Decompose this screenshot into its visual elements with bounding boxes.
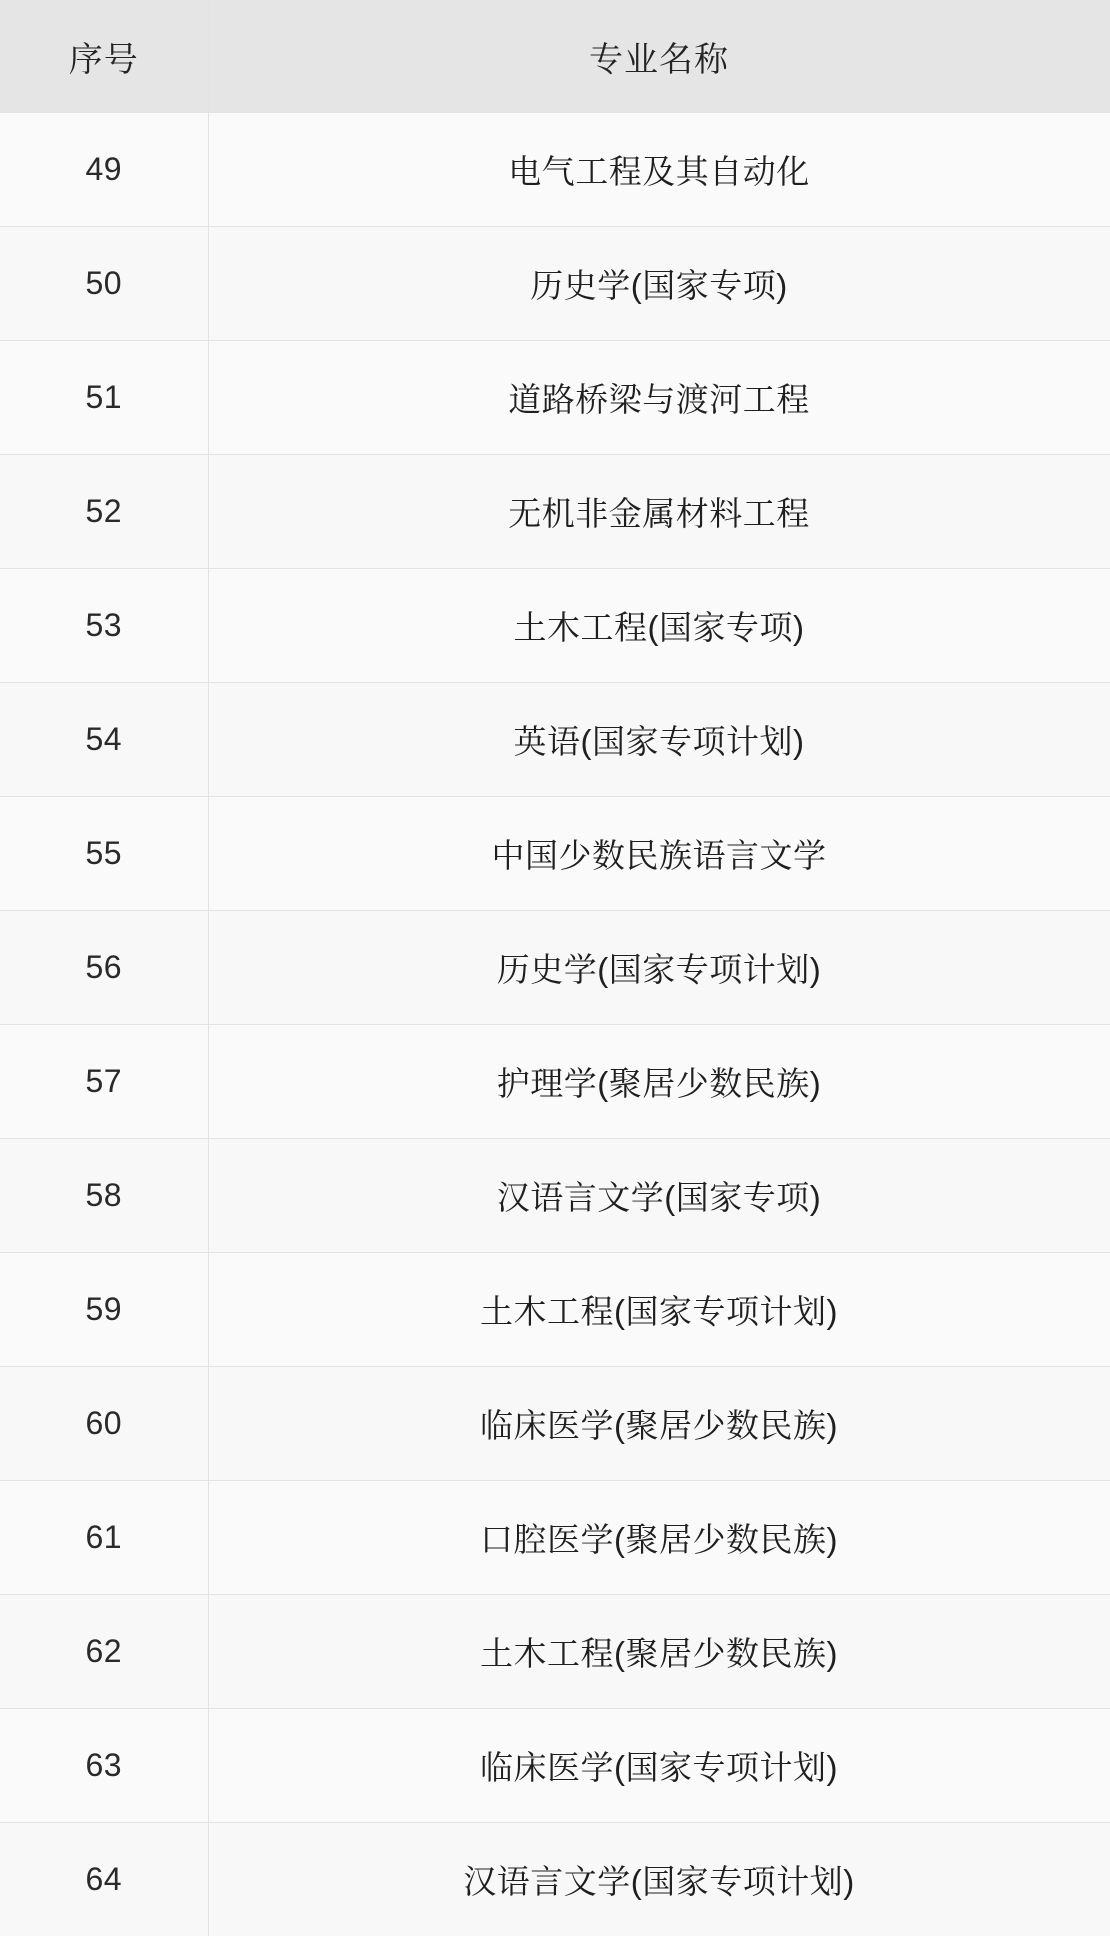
table-row bbox=[0, 341, 1110, 455]
table-row bbox=[0, 1139, 1110, 1253]
table-row bbox=[0, 1595, 1110, 1709]
cell-major-name: 土木工程(国家专项) bbox=[208, 569, 1110, 683]
table-row bbox=[0, 1823, 1110, 1936]
cell-index: 56 bbox=[0, 911, 208, 1025]
cell-major-name: 道路桥梁与渡河工程 bbox=[208, 341, 1110, 455]
cell-index: 59 bbox=[0, 1253, 208, 1367]
cell-index: 62 bbox=[0, 1595, 208, 1709]
cell-major-name: 土木工程(国家专项计划) bbox=[208, 1253, 1110, 1367]
table-row bbox=[0, 227, 1110, 341]
table-row bbox=[0, 1709, 1110, 1823]
cell-index: 49 bbox=[0, 113, 208, 227]
table-row bbox=[0, 1481, 1110, 1595]
table-row bbox=[0, 1025, 1110, 1139]
table-row bbox=[0, 113, 1110, 227]
table-body bbox=[0, 113, 1110, 1936]
cell-index: 52 bbox=[0, 455, 208, 569]
table-row bbox=[0, 455, 1110, 569]
table-row bbox=[0, 1367, 1110, 1481]
cell-index: 51 bbox=[0, 341, 208, 455]
cell-major-name: 汉语言文学(国家专项计划) bbox=[208, 1823, 1110, 1936]
cell-index: 63 bbox=[0, 1709, 208, 1823]
cell-index: 50 bbox=[0, 227, 208, 341]
table-row bbox=[0, 911, 1110, 1025]
cell-index: 64 bbox=[0, 1823, 208, 1936]
cell-major-name: 历史学(国家专项计划) bbox=[208, 911, 1110, 1025]
cell-major-name: 中国少数民族语言文学 bbox=[208, 797, 1110, 911]
cell-major-name: 临床医学(聚居少数民族) bbox=[208, 1367, 1110, 1481]
cell-major-name: 口腔医学(聚居少数民族) bbox=[208, 1481, 1110, 1595]
cell-index: 53 bbox=[0, 569, 208, 683]
cell-index: 57 bbox=[0, 1025, 208, 1139]
cell-major-name: 电气工程及其自动化 bbox=[208, 113, 1110, 227]
table-row bbox=[0, 569, 1110, 683]
table-row bbox=[0, 1253, 1110, 1367]
cell-major-name: 英语(国家专项计划) bbox=[208, 683, 1110, 797]
table-row bbox=[0, 683, 1110, 797]
table-row bbox=[0, 797, 1110, 911]
column-header-index: 序号 bbox=[0, 0, 208, 113]
table-header bbox=[0, 0, 1110, 113]
column-header-name: 专业名称 bbox=[208, 0, 1110, 113]
cell-index: 55 bbox=[0, 797, 208, 911]
cell-major-name: 临床医学(国家专项计划) bbox=[208, 1709, 1110, 1823]
cell-major-name: 土木工程(聚居少数民族) bbox=[208, 1595, 1110, 1709]
cell-major-name: 无机非金属材料工程 bbox=[208, 455, 1110, 569]
cell-major-name: 汉语言文学(国家专项) bbox=[208, 1139, 1110, 1253]
cell-index: 58 bbox=[0, 1139, 208, 1253]
cell-index: 54 bbox=[0, 683, 208, 797]
table-header-row bbox=[0, 0, 1110, 113]
cell-index: 61 bbox=[0, 1481, 208, 1595]
cell-major-name: 历史学(国家专项) bbox=[208, 227, 1110, 341]
cell-major-name: 护理学(聚居少数民族) bbox=[208, 1025, 1110, 1139]
cell-index: 60 bbox=[0, 1367, 208, 1481]
